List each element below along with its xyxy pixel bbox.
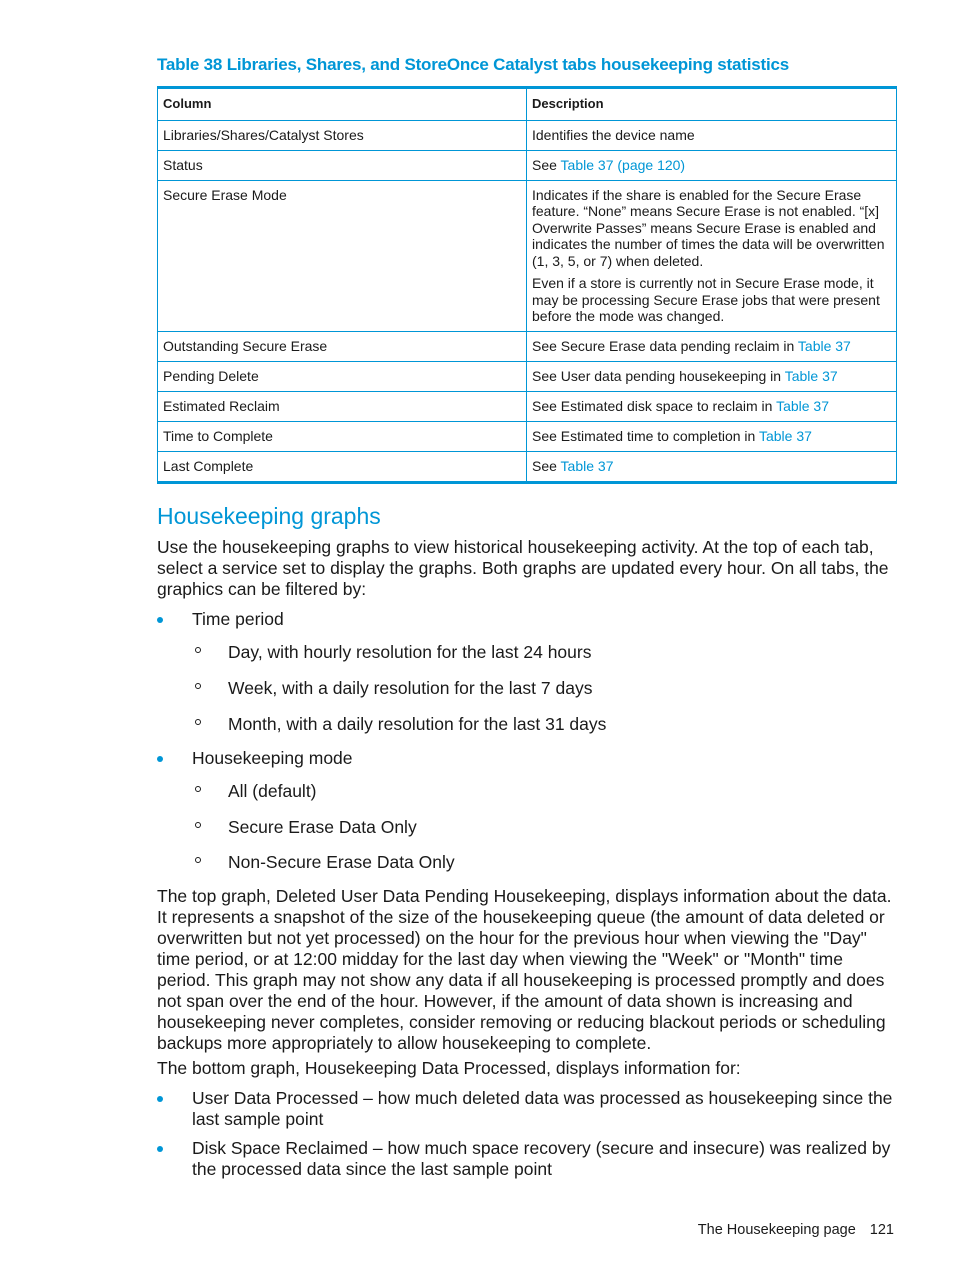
- bullet-dot-icon: [157, 756, 163, 762]
- row-name: Libraries/Shares/Catalyst Stores: [158, 120, 527, 150]
- table-row: [158, 331, 897, 361]
- circle-bullet-icon: [195, 822, 201, 828]
- circle-bullet-icon: [195, 857, 201, 863]
- header-description: Description: [527, 88, 897, 121]
- bottom-graph-paragraph: The bottom graph, Housekeeping Data Processed, displays information for:: [157, 1058, 741, 1078]
- row-description: [527, 180, 897, 331]
- intro-paragraph: Use the housekeeping graphs to view historical housekeeping activity. At the top of each tab, select a service set to display the graphs. Both graphs are updated every hour. On all tabs, the graphics can be filtered by:: [157, 537, 889, 599]
- row-name: Secure Erase Mode: [158, 180, 527, 331]
- table-37-link[interactable]: Table 37 (page 120): [560, 156, 686, 173]
- row-name: Time to Complete: [158, 421, 527, 451]
- row-description: [527, 391, 897, 421]
- description-text: See: [532, 457, 561, 474]
- row-description: [527, 421, 897, 451]
- description-text: See Secure Erase data pending reclaim in: [532, 337, 798, 354]
- description-text: See User data pending housekeeping in: [532, 367, 785, 384]
- row-description: [527, 331, 897, 361]
- description-text: See Estimated time to completion in: [532, 427, 759, 444]
- header-column: Column: [158, 88, 527, 121]
- row-name: Last Complete: [158, 451, 527, 482]
- description-text: See: [532, 156, 561, 173]
- description-text: Identifies the device name: [532, 126, 695, 143]
- table-row: [158, 180, 897, 331]
- table-37-link[interactable]: Table 37: [797, 337, 851, 354]
- table-37-link[interactable]: Table 37: [784, 367, 838, 384]
- description-paragraph: Even if a store is currently not in Secure Erase mode, it may be processing Secure Erase jobs that were present before the mode was changed.: [532, 275, 880, 324]
- section-title: Housekeeping graphs: [157, 503, 381, 529]
- bullet-text: Disk Space Reclaimed – how much space recovery (secure and insecure) was realized by the processed data since the last sample point: [192, 1138, 891, 1179]
- circle-bullet-icon: [195, 719, 201, 725]
- table-row: [158, 451, 897, 482]
- table-row: [158, 150, 897, 180]
- table-row: [158, 421, 897, 451]
- table-row: [158, 120, 897, 150]
- row-description: [527, 150, 897, 180]
- description-text: See Estimated disk space to reclaim in: [532, 397, 777, 414]
- bullet-dot-icon: [157, 1146, 163, 1152]
- circle-bullet-icon: [195, 786, 201, 792]
- page-number: 121: [869, 1222, 894, 1238]
- table-37-link[interactable]: Table 37: [758, 427, 812, 444]
- circle-bullet-icon: [195, 683, 201, 689]
- sub-item-text: Secure Erase Data Only: [228, 817, 417, 837]
- bullet-label: Time period: [192, 609, 284, 629]
- row-name: Outstanding Secure Erase: [158, 331, 527, 361]
- row-name: Status: [158, 150, 527, 180]
- table-header-row: [158, 88, 897, 121]
- description-paragraph: Indicates if the share is enabled for the Secure Erase feature. “None” means Secure Erase is not enabled. “[x] Overwrite Passes” means Secure Erase is enabled and indicates the number of times the data will be overwritten (1, 3, 5, or 7) when deleted.: [532, 186, 885, 269]
- table-caption: Table 38 Libraries, Shares, and StoreOnce Catalyst tabs housekeeping statistics: [157, 55, 790, 74]
- bullet-dot-icon: [157, 1096, 163, 1102]
- sub-item-text: All (default): [228, 781, 317, 801]
- row-description: [527, 120, 897, 150]
- bullet-label: Housekeeping mode: [192, 748, 353, 768]
- bullet-text: User Data Processed – how much deleted data was processed as housekeeping since the last sample point: [192, 1088, 893, 1129]
- table-row: [158, 361, 897, 391]
- row-name: Pending Delete: [158, 361, 527, 391]
- sub-item-text: Month, with a daily resolution for the last 31 days: [228, 714, 607, 734]
- footer-title: The Housekeeping page: [697, 1222, 856, 1238]
- sub-item-text: Non-Secure Erase Data Only: [228, 852, 455, 872]
- table-row: [158, 391, 897, 421]
- page-footer: [698, 1222, 894, 1238]
- table-37-link[interactable]: Table 37: [560, 457, 614, 474]
- table-37-link[interactable]: Table 37: [776, 397, 830, 414]
- housekeeping-stats-table: [157, 86, 897, 484]
- top-graph-paragraph: The top graph, Deleted User Data Pending Housekeeping, displays information about the data. It represents a snapshot of the size of the housekeeping queue (the amount of data deleted or overwritten but not yet processed) on the hour for the previous hour when viewing the "Day" time period, or at 12:00 midday for the last day when viewing the "Week" or "Month" time period. This graph may not show any data if all housekeeping is processed promptly and does not span over the end of the hour. However, if the amount of data shown is increasing and housekeeping never completes, consider removing or reducing blackout periods or scheduling backups more appropriately to allow housekeeping to complete.: [157, 886, 892, 1053]
- row-description: [527, 451, 897, 482]
- bullet-dot-icon: [157, 617, 163, 623]
- circle-bullet-icon: [195, 647, 201, 653]
- sub-item-text: Day, with hourly resolution for the last 24 hours: [228, 642, 592, 662]
- row-description: [527, 361, 897, 391]
- row-name: Estimated Reclaim: [158, 391, 527, 421]
- sub-item-text: Week, with a daily resolution for the last 7 days: [228, 678, 593, 698]
